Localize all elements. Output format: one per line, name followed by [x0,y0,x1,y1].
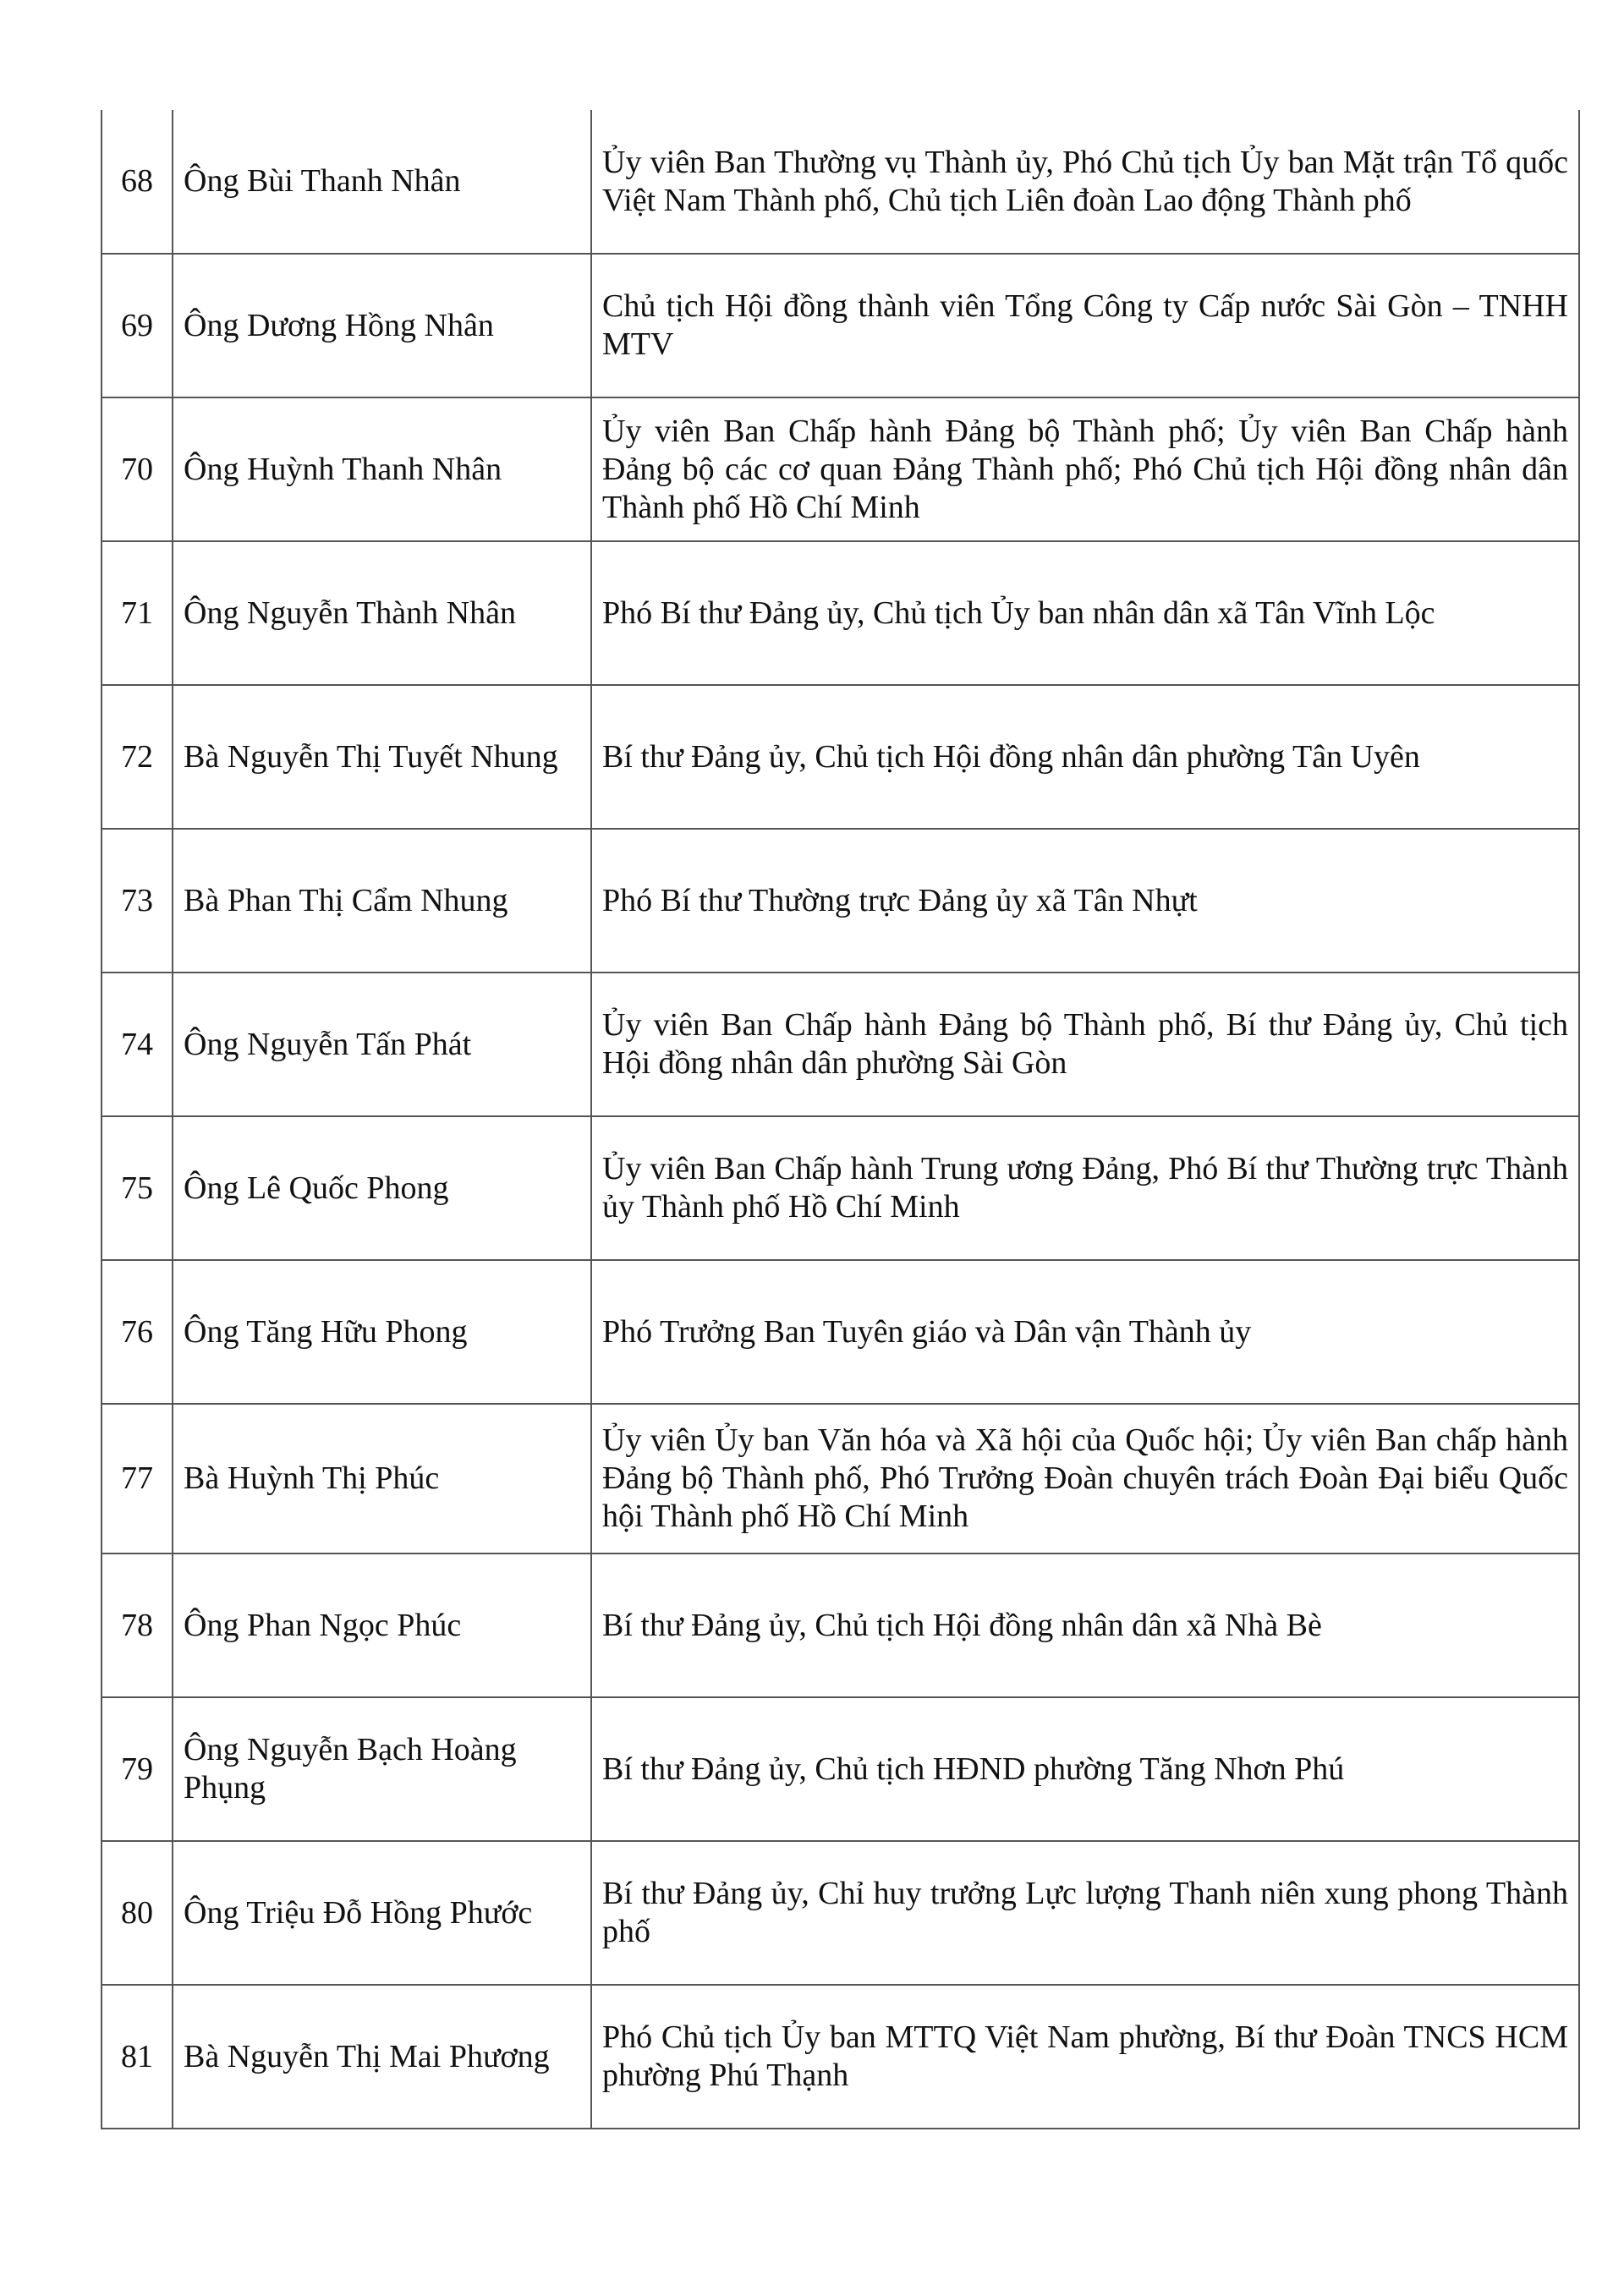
delegate-position: Bí thư Đảng ủy, Chủ tịch HĐND phường Tăng Nhơn Phú [591,1697,1579,1841]
table-row [102,1260,1579,1404]
delegate-position: Bí thư Đảng ủy, Chủ tịch Hội đồng nhân dân xã Nhà Bè [591,1553,1579,1697]
row-number: 73 [102,829,173,973]
delegate-name: Bà Nguyễn Thị Mai Phương [173,1985,591,2129]
delegate-name: Ông Nguyễn Tấn Phát [173,973,591,1116]
table-row [102,1985,1579,2129]
table-row [102,541,1579,685]
table-row [102,254,1579,397]
delegate-position: Bí thư Đảng ủy, Chủ tịch Hội đồng nhân dân phường Tân Uyên [591,685,1579,829]
delegate-name: Ông Phan Ngọc Phúc [173,1553,591,1697]
delegate-position: Phó Bí thư Thường trực Đảng ủy xã Tân Nhựt [591,829,1579,973]
delegate-position: Phó Bí thư Đảng ủy, Chủ tịch Ủy ban nhân dân xã Tân Vĩnh Lộc [591,541,1579,685]
delegate-position: Bí thư Đảng ủy, Chỉ huy trưởng Lực lượng Thanh niên xung phong Thành phố [591,1841,1579,1985]
row-number: 76 [102,1260,173,1404]
row-number: 77 [102,1404,173,1553]
row-number: 69 [102,254,173,397]
row-number: 72 [102,685,173,829]
table-row [102,1697,1579,1841]
table-row [102,397,1579,541]
delegate-name: Bà Huỳnh Thị Phúc [173,1404,591,1553]
delegate-name: Bà Nguyễn Thị Tuyết Nhung [173,685,591,829]
delegate-name: Ông Bùi Thanh Nhân [173,110,591,254]
row-number: 75 [102,1116,173,1260]
table-row [102,973,1579,1116]
delegate-position: Ủy viên Ban Thường vụ Thành ủy, Phó Chủ tịch Ủy ban Mặt trận Tổ quốc Việt Nam Thành phố, Chủ tịch Liên đoàn Lao động Thành phố [591,110,1579,254]
delegate-position: Ủy viên Ban Chấp hành Đảng bộ Thành phố, Bí thư Đảng ủy, Chủ tịch Hội đồng nhân dân phường Sài Gòn [591,973,1579,1116]
delegate-name: Ông Dương Hồng Nhân [173,254,591,397]
row-number: 74 [102,973,173,1116]
delegate-name: Ông Tăng Hữu Phong [173,1260,591,1404]
delegate-position: Ủy viên Ủy ban Văn hóa và Xã hội của Quốc hội; Ủy viên Ban chấp hành Đảng bộ Thành phố, Phó Trưởng Đoàn chuyên trách Đoàn Đại biểu Quốc hội Thành phố Hồ Chí Minh [591,1404,1579,1553]
delegate-position: Chủ tịch Hội đồng thành viên Tổng Công ty Cấp nước Sài Gòn – TNHH MTV [591,254,1579,397]
delegate-position: Ủy viên Ban Chấp hành Đảng bộ Thành phố; Ủy viên Ban Chấp hành Đảng bộ các cơ quan Đảng Thành phố; Phó Chủ tịch Hội đồng nhân dân Thành phố Hồ Chí Minh [591,397,1579,541]
delegate-name: Ông Huỳnh Thanh Nhân [173,397,591,541]
row-number: 71 [102,541,173,685]
row-number: 81 [102,1985,173,2129]
table-row [102,829,1579,973]
delegate-table [101,110,1580,2129]
row-number: 78 [102,1553,173,1697]
table-row [102,110,1579,254]
table-row [102,1116,1579,1260]
delegate-position: Phó Trưởng Ban Tuyên giáo và Dân vận Thành ủy [591,1260,1579,1404]
table-row [102,1404,1579,1553]
delegate-name: Ông Nguyễn Thành Nhân [173,541,591,685]
delegate-position: Phó Chủ tịch Ủy ban MTTQ Việt Nam phường, Bí thư Đoàn TNCS HCM phường Phú Thạnh [591,1985,1579,2129]
row-number: 68 [102,110,173,254]
delegate-name: Ông Lê Quốc Phong [173,1116,591,1260]
delegate-position: Ủy viên Ban Chấp hành Trung ương Đảng, Phó Bí thư Thường trực Thành ủy Thành phố Hồ Chí Minh [591,1116,1579,1260]
table-row [102,1841,1579,1985]
table-row [102,685,1579,829]
row-number: 70 [102,397,173,541]
row-number: 79 [102,1697,173,1841]
delegate-name: Ông Triệu Đỗ Hồng Phước [173,1841,591,1985]
delegate-name: Ông Nguyễn Bạch Hoàng Phụng [173,1697,591,1841]
delegate-name: Bà Phan Thị Cẩm Nhung [173,829,591,973]
table-row [102,1553,1579,1697]
row-number: 80 [102,1841,173,1985]
